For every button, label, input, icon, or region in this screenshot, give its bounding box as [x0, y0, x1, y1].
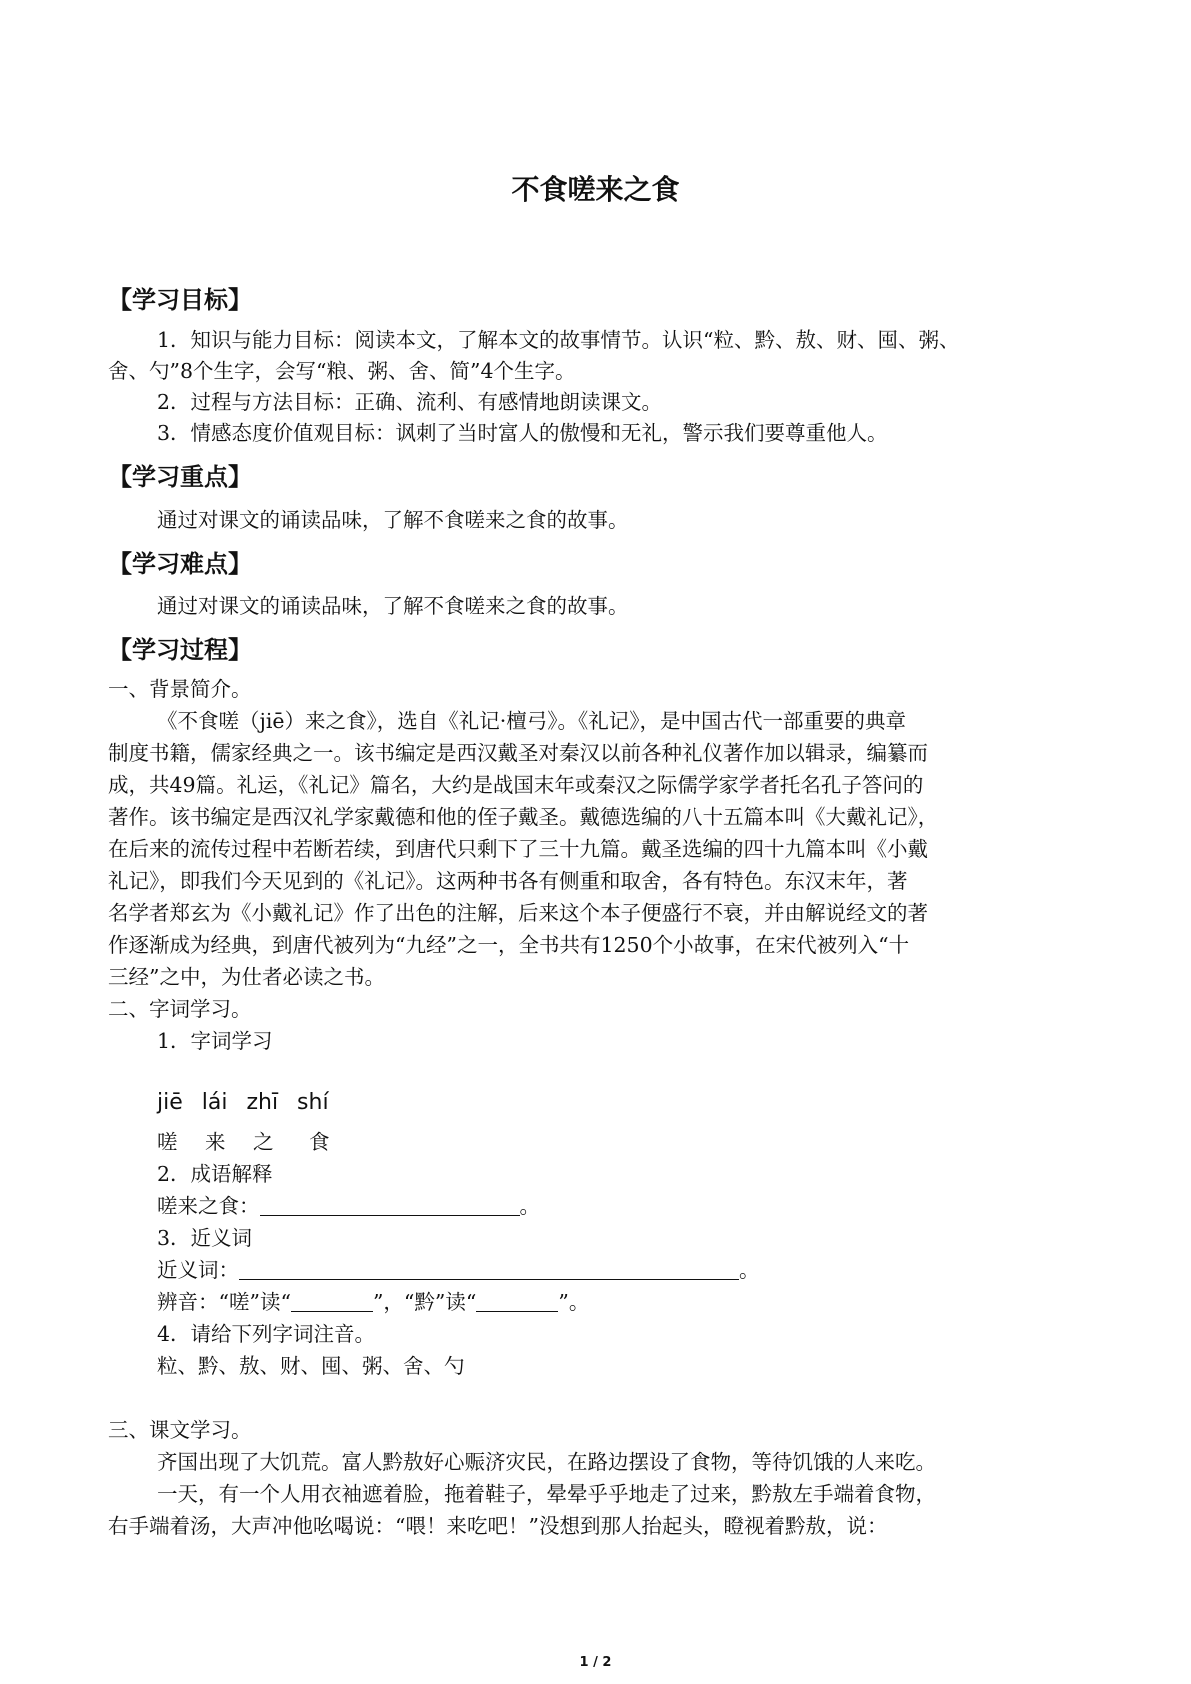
- page-number: 1 / 2: [579, 1655, 612, 1670]
- background-line: 制度书籍，儒家经典之一。该书编定是西汉戴圣对秦汉以前各种礼仪著作加以辑录，编纂而: [108, 741, 928, 765]
- background-line: 在后来的流传过程中若断若续，到唐代只剩下了三十九篇。戴圣选编的四十九篇本叫《小戴: [108, 837, 928, 861]
- section-2-title: 二、字词学习。: [108, 997, 252, 1021]
- subsection-3-title: 3．近义词: [157, 1226, 253, 1250]
- goal-item-3: 3．情感态度价值观目标：讽刺了当时富人的傲慢和无礼，警示我们要尊重他人。: [157, 421, 888, 445]
- pronunciation-text-2: ”，“黔”读“: [372, 1290, 477, 1314]
- subsection-2-title: 2．成语解释: [157, 1162, 273, 1186]
- synonym-answer-blank[interactable]: [239, 1259, 739, 1280]
- synonym-end-mark: 。: [739, 1258, 760, 1282]
- difficulties-heading: 【学习难点】: [108, 550, 252, 578]
- goal-item-1-line-1: 1．知识与能力目标：阅读本文，了解本文的故事情节。认识“粒、黔、敖、财、囤、粥、: [157, 328, 960, 352]
- idiom-definition-row: [157, 1189, 540, 1219]
- idiom-answer-blank[interactable]: [260, 1195, 520, 1216]
- goals-heading: 【学习目标】: [108, 286, 252, 314]
- pronunciation-blank-1[interactable]: [291, 1291, 373, 1312]
- character: 之: [253, 1130, 274, 1154]
- section-3-title: 三、课文学习。: [108, 1418, 252, 1442]
- character: 食: [309, 1130, 330, 1154]
- key-points-text: 通过对课文的诵读品味，了解不食嗟来之食的故事。: [157, 508, 629, 532]
- process-heading: 【学习过程】: [108, 636, 252, 664]
- text-line: 右手端着汤，大声冲他吆喝说：“喂！来吃吧！”没想到那人抬起头，瞪视着黔敖，说：: [108, 1514, 888, 1538]
- background-line: 《不食嗟（jiē）来之食》，选自《礼记·檀弓》。《礼记》，是中国古代一部重要的典章: [157, 709, 907, 733]
- character: 嗟: [157, 1130, 178, 1154]
- idiom-end-mark: 。: [519, 1194, 540, 1218]
- character: 来: [205, 1130, 226, 1154]
- key-points-heading: 【学习重点】: [108, 463, 252, 491]
- synonym-row: [157, 1253, 760, 1283]
- pronunciation-text-1: 辨音：“嗟”读“: [157, 1290, 291, 1314]
- goal-item-1-line-2: 舍、勺”8个生字，会写“粮、粥、舍、简”4个生字。: [108, 359, 576, 383]
- idiom-label: 嗟来之食：: [157, 1194, 260, 1218]
- pronunciation-blank-2[interactable]: [476, 1291, 558, 1312]
- text-line: 齐国出现了大饥荒。富人黔敖好心赈济灾民，在路边摆设了食物，等待饥饿的人来吃。: [157, 1450, 936, 1474]
- background-line: 名学者郑玄为《小戴礼记》作了出色的注解，后来这个本子便盛行不衰，并由解说经文的著: [108, 901, 928, 925]
- synonym-label: 近义词：: [157, 1258, 239, 1282]
- difficulties-text: 通过对课文的诵读品味，了解不食嗟来之食的故事。: [157, 594, 629, 618]
- character-row: [157, 1125, 330, 1155]
- background-line: 成，共49篇。礼运，《礼记》篇名，大约是战国末年或秦汉之际儒学家学者托名孔子答问的: [108, 773, 924, 797]
- text-line: 一天，有一个人用衣袖遮着脸，拖着鞋子，晕晕乎乎地走了过来，黔敖左手端着食物，: [157, 1482, 936, 1506]
- characters-list: 粒、黔、敖、财、囤、粥、舍、勺: [157, 1354, 465, 1378]
- background-line: 著作。该书编定是西汉礼学家戴德和他的侄子戴圣。戴德选编的八十五篇本叫《大戴礼记》，: [108, 805, 939, 829]
- background-line: 三经”之中，为仕者必读之书。: [108, 965, 385, 989]
- pronunciation-text-3: ”。: [558, 1290, 590, 1314]
- page-title: 不食嗟来之食: [511, 173, 680, 206]
- background-line: 礼记》，即我们今天见到的《礼记》。这两种书各有侧重和取舍，各有特色。东汉末年，著: [108, 869, 908, 893]
- pinyin-row: jiē lái zhī shí: [157, 1090, 329, 1115]
- subsection-4-title: 4．请给下列字词注音。: [157, 1322, 376, 1346]
- pronunciation-row: [157, 1285, 589, 1315]
- background-line: 作逐渐成为经典，到唐代被列为“九经”之一，全书共有1250个小故事，在宋代被列入“十: [108, 933, 910, 957]
- goal-item-2: 2．过程与方法目标：正确、流利、有感情地朗读课文。: [157, 390, 663, 414]
- section-1-title: 一、背景简介。: [108, 677, 252, 701]
- subsection-1-title: 1．字词学习: [157, 1029, 273, 1053]
